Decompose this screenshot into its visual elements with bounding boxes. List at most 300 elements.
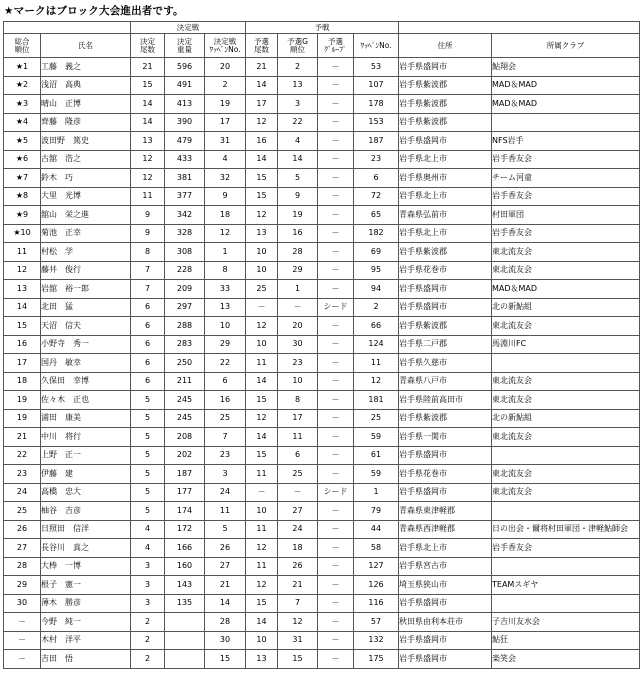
club-cell: 東北流友会 [492,317,640,336]
prelim-group-cell: － [318,409,354,428]
prelim-rank-cell: 23 [278,354,318,373]
address-cell: 岩手県北上市 [399,150,492,169]
final-wappen-cell: 9 [205,187,246,206]
wappen-cell: 66 [354,317,399,336]
prelim-count-cell: 14 [246,76,278,95]
final-count-cell: 5 [131,483,165,502]
prelim-group-cell: － [318,58,354,77]
wappen-cell: 95 [354,261,399,280]
prelim-count-cell: 15 [246,169,278,188]
address-cell: 岩手県盛岡市 [399,298,492,317]
prelim-rank-header: 予選G 順位 [278,34,318,58]
club-cell: MAD＆MAD [492,280,640,299]
final-count-cell: 2 [131,613,165,632]
address-cell: 岩手県盛岡市 [399,594,492,613]
address-cell: 岩手県紫波郡 [399,409,492,428]
final-count-cell: 6 [131,335,165,354]
address-cell: 岩手県盛岡市 [399,446,492,465]
address-cell: 岩手県盛岡市 [399,280,492,299]
prelim-rank-cell: 21 [278,576,318,595]
rank-cell: ★7 [4,169,41,188]
club-cell: 村田軍団 [492,206,640,225]
wappen-cell: 178 [354,95,399,114]
address-cell: 岩手県久慈市 [399,354,492,373]
wappen-cell: 53 [354,58,399,77]
prelim-group-cell: － [318,354,354,373]
prelim-rank-cell: 5 [278,169,318,188]
final-weight-cell: 413 [165,95,205,114]
final-weight-cell: 245 [165,409,205,428]
final-wappen-header: 決定戦 ﾜｯﾍﾟﾝNo. [205,34,246,58]
prelim-group-cell: － [318,113,354,132]
rank-cell: ★10 [4,224,41,243]
club-cell: 東北流友会 [492,428,640,447]
final-count-cell: 21 [131,58,165,77]
table-row [4,391,640,410]
prelim-group-cell: － [318,317,354,336]
prelim-group-cell: － [318,335,354,354]
final-count-cell: 9 [131,206,165,225]
prelim-count-cell: 15 [246,446,278,465]
wappen-cell: 1 [354,483,399,502]
prelim-group-cell: － [318,150,354,169]
prelim-group-cell: － [318,169,354,188]
rank-cell: ★6 [4,150,41,169]
wappen-cell: 126 [354,576,399,595]
name-cell: 高橋 忠大 [41,483,131,502]
table-row [4,335,640,354]
prelim-group-cell: － [318,224,354,243]
prelim-rank-cell: 18 [278,539,318,558]
rank-cell: 12 [4,261,41,280]
prelim-group-cell: シード [318,483,354,502]
name-cell: 柚谷 吉彦 [41,502,131,521]
final-weight-cell: 377 [165,187,205,206]
table-row [4,187,640,206]
table-row [4,243,640,262]
rank-cell: 27 [4,539,41,558]
wappen-cell: 65 [354,206,399,225]
wappen-cell: 79 [354,502,399,521]
final-count-cell: 9 [131,224,165,243]
prelim-count-cell: 14 [246,150,278,169]
prelim-group-cell: － [318,576,354,595]
final-wappen-cell: 3 [205,465,246,484]
prelim-count-cell: 11 [246,465,278,484]
address-cell: 岩手県花巻市 [399,261,492,280]
prelim-rank-cell: 31 [278,631,318,650]
rank-cell: 21 [4,428,41,447]
prelim-count-cell: 21 [246,58,278,77]
prelim-count-cell: 11 [246,520,278,539]
prelim-rank-cell: 10 [278,372,318,391]
name-cell: 久保田 幸博 [41,372,131,391]
address-cell: 岩手県一関市 [399,428,492,447]
wappen-cell: 182 [354,224,399,243]
rank-cell: 18 [4,372,41,391]
prelim-count-cell: 10 [246,502,278,521]
final-weight-cell [165,631,205,650]
club-cell: 東北流友会 [492,372,640,391]
final-weight-cell: 143 [165,576,205,595]
name-cell: 根子 憲一 [41,576,131,595]
name-cell: 浅沼 高典 [41,76,131,95]
final-count-cell: 13 [131,132,165,151]
club-cell: 岩手香友会 [492,224,640,243]
rank-cell: 19 [4,391,41,410]
prelim-count-cell: 14 [246,372,278,391]
rank-cell: 26 [4,520,41,539]
final-wappen-cell: 22 [205,354,246,373]
prelim-count-cell: 10 [246,335,278,354]
prelim-group-cell: － [318,391,354,410]
final-weight-cell: 479 [165,132,205,151]
rank-cell: 22 [4,446,41,465]
table-row [4,280,640,299]
final-weight-cell: 283 [165,335,205,354]
rank-cell: 15 [4,317,41,336]
table-row [4,354,640,373]
prelim-rank-cell: － [278,483,318,502]
final-count-cell: 3 [131,557,165,576]
prelim-count-cell: － [246,483,278,502]
final-count-cell: 7 [131,261,165,280]
table-row [4,409,640,428]
wappen-cell: 94 [354,280,399,299]
prelim-group-cell: － [318,465,354,484]
rank-cell: ★9 [4,206,41,225]
final-group-header: 決定戦 [131,22,246,34]
name-cell: 齊藤 隆彦 [41,113,131,132]
table-row [4,169,640,188]
address-cell: 岩手県紫波郡 [399,243,492,262]
final-weight-cell: 187 [165,465,205,484]
table-row [4,206,640,225]
wappen-cell: 57 [354,613,399,632]
address-cell: 岩手県北上市 [399,224,492,243]
final-weight-cell: 491 [165,76,205,95]
rank-cell: 19 [4,409,41,428]
name-cell: 村松 学 [41,243,131,262]
prelim-group-cell: － [318,76,354,95]
address-cell: 岩手県宮古市 [399,557,492,576]
prelim-count-cell: 15 [246,391,278,410]
wappen-cell: 187 [354,132,399,151]
final-wappen-cell: 7 [205,428,246,447]
table-row [4,557,640,576]
prelim-rank-cell: 28 [278,243,318,262]
table-row [4,576,640,595]
prelim-count-cell: 12 [246,576,278,595]
results-table [3,21,640,669]
prelim-group-cell: － [318,95,354,114]
table-row [4,520,640,539]
wappen-cell: 116 [354,594,399,613]
prelim-rank-cell: 27 [278,502,318,521]
rank-cell: ★5 [4,132,41,151]
final-weight-cell [165,613,205,632]
rank-cell: － [4,613,41,632]
prelim-count-cell: 13 [246,650,278,669]
final-weight-cell: 245 [165,391,205,410]
wappen-header: ﾜｯﾍﾟﾝNo. [354,34,399,58]
prelim-count-cell: 12 [246,206,278,225]
final-weight-cell: 160 [165,557,205,576]
final-wappen-cell: 24 [205,483,246,502]
name-cell: 工藤 義之 [41,58,131,77]
address-cell: 秋田県由利本荘市 [399,613,492,632]
final-weight-cell: 211 [165,372,205,391]
rank-cell: － [4,650,41,669]
prelim-group-cell: － [318,613,354,632]
prelim-count-cell: 12 [246,409,278,428]
name-cell: 波田野 篤史 [41,132,131,151]
club-cell [492,594,640,613]
final-count-cell: 6 [131,372,165,391]
club-cell: 東北流友会 [492,261,640,280]
prelim-rank-cell: 3 [278,95,318,114]
club-cell: 北の新鮎組 [492,409,640,428]
name-cell: 小野寺 秀一 [41,335,131,354]
address-cell: 岩手県北上市 [399,539,492,558]
wappen-cell: 69 [354,243,399,262]
final-count-cell: 3 [131,576,165,595]
club-cell [492,446,640,465]
club-cell: 子吉川友水会 [492,613,640,632]
table-row [4,372,640,391]
name-cell: 菊池 正幸 [41,224,131,243]
table-row [4,613,640,632]
prelim-rank-cell: 20 [278,317,318,336]
prelim-count-cell: 15 [246,187,278,206]
final-count-cell: 14 [131,95,165,114]
rank-cell: 23 [4,465,41,484]
club-cell: 北の新鮎組 [492,298,640,317]
final-count-cell: 6 [131,298,165,317]
final-count-cell: 14 [131,113,165,132]
name-cell: 国丹 敏幸 [41,354,131,373]
name-cell: 天沼 信夫 [41,317,131,336]
final-count-cell: 6 [131,317,165,336]
final-count-cell: 6 [131,354,165,373]
prelim-count-cell: 12 [246,113,278,132]
club-cell: 鮎狂 [492,631,640,650]
prelim-count-cell: 25 [246,280,278,299]
club-cell: MAD＆MAD [492,95,640,114]
final-weight-cell: 202 [165,446,205,465]
prelim-rank-cell: 12 [278,613,318,632]
address-cell: 青森県弘前市 [399,206,492,225]
wappen-cell: 6 [354,169,399,188]
name-cell: 吉田 悟 [41,650,131,669]
club-cell: 岩手香友会 [492,150,640,169]
address-cell: 青森県八戸市 [399,372,492,391]
rank-cell: 16 [4,335,41,354]
final-wappen-cell: 4 [205,150,246,169]
table-row [4,594,640,613]
final-count-cell: 5 [131,391,165,410]
name-cell: 木村 洋平 [41,631,131,650]
final-count-cell: 2 [131,631,165,650]
address-cell: 岩手県紫波郡 [399,76,492,95]
name-cell: 藤井 俊行 [41,261,131,280]
final-weight-cell: 135 [165,594,205,613]
group-header-row [4,22,640,34]
name-cell: 北田 猛 [41,298,131,317]
final-weight-cell: 342 [165,206,205,225]
club-cell: 楽笑会 [492,650,640,669]
address-cell: 岩手県盛岡市 [399,631,492,650]
final-weight-cell: 297 [165,298,205,317]
prelim-count-cell: 12 [246,539,278,558]
final-wappen-cell: 33 [205,280,246,299]
table-row [4,483,640,502]
prelim-count-header: 予選 尾数 [246,34,278,58]
prelim-rank-cell: 25 [278,465,318,484]
name-cell: 中川 将行 [41,428,131,447]
name-cell: 鈴木 巧 [41,169,131,188]
final-wappen-cell: 20 [205,58,246,77]
club-cell: 岩手香友会 [492,539,640,558]
table-row [4,317,640,336]
final-wappen-cell: 14 [205,594,246,613]
prelim-group-cell: － [318,372,354,391]
prelim-rank-cell: 14 [278,150,318,169]
final-wappen-cell: 10 [205,317,246,336]
prelim-group-cell: － [318,187,354,206]
address-cell: 岩手県二戸郡 [399,335,492,354]
prelim-rank-cell: 16 [278,224,318,243]
club-cell: 鮎翔会 [492,58,640,77]
wappen-cell: 11 [354,354,399,373]
rank-cell: ★4 [4,113,41,132]
prelim-count-cell: 10 [246,631,278,650]
final-wappen-cell: 16 [205,391,246,410]
wappen-cell: 175 [354,650,399,669]
rank-cell: 29 [4,576,41,595]
address-cell: 岩手県花巻市 [399,465,492,484]
final-wappen-cell: 32 [205,169,246,188]
final-weight-cell: 596 [165,58,205,77]
final-count-cell: 5 [131,446,165,465]
final-wappen-cell: 30 [205,631,246,650]
table-row [4,465,640,484]
address-cell: 岩手県奥州市 [399,169,492,188]
prelim-rank-cell: 19 [278,206,318,225]
final-weight-cell: 228 [165,261,205,280]
address-cell: 岩手県紫波郡 [399,113,492,132]
wappen-cell: 23 [354,150,399,169]
prelim-group-cell: シード [318,298,354,317]
address-cell: 岩手県盛岡市 [399,132,492,151]
prelim-count-cell: － [246,298,278,317]
address-cell: 岩手県紫波郡 [399,317,492,336]
rank-cell: ★1 [4,58,41,77]
prelim-count-cell: 14 [246,428,278,447]
rank-cell: ★2 [4,76,41,95]
name-cell: 大里 光博 [41,187,131,206]
prelim-rank-cell: 15 [278,650,318,669]
wappen-cell: 12 [354,372,399,391]
final-count-cell: 5 [131,409,165,428]
table-row [4,502,640,521]
wappen-cell: 58 [354,539,399,558]
final-weight-cell: 177 [165,483,205,502]
prelim-group-cell: － [318,650,354,669]
prelim-rank-cell: 29 [278,261,318,280]
prelim-group-cell: － [318,520,354,539]
table-row [4,95,640,114]
final-weight-cell: 208 [165,428,205,447]
prelim-group-cell: － [318,594,354,613]
prelim-group-cell: － [318,539,354,558]
wappen-cell: 107 [354,76,399,95]
wappen-cell: 59 [354,428,399,447]
final-wappen-cell: 28 [205,613,246,632]
final-count-cell: 7 [131,280,165,299]
prelim-group-cell: － [318,428,354,447]
rank-cell: ★3 [4,95,41,114]
club-cell: 東北流友会 [492,465,640,484]
prelim-rank-cell: 30 [278,335,318,354]
wappen-cell: 127 [354,557,399,576]
prelim-rank-cell: 24 [278,520,318,539]
final-wappen-cell: 27 [205,557,246,576]
wappen-cell: 153 [354,113,399,132]
prelim-rank-cell: 9 [278,187,318,206]
final-count-cell: 4 [131,520,165,539]
prelim-group-cell: － [318,280,354,299]
final-wappen-cell: 31 [205,132,246,151]
prelim-rank-cell: 1 [278,280,318,299]
club-cell: NFS岩手 [492,132,640,151]
final-count-cell: 5 [131,465,165,484]
final-count-header: 決定 尾数 [131,34,165,58]
final-wappen-cell: 2 [205,76,246,95]
rank-cell: 25 [4,502,41,521]
club-cell [492,502,640,521]
club-cell: TEAMスギヤ [492,576,640,595]
prelim-group-cell: － [318,631,354,650]
final-weight-cell: 250 [165,354,205,373]
prelim-count-cell: 15 [246,594,278,613]
name-cell: 大棒 一博 [41,557,131,576]
prelim-rank-cell: 6 [278,446,318,465]
address-cell: 岩手県盛岡市 [399,483,492,502]
name-cell: 今野 純一 [41,613,131,632]
club-cell: 日の出会・爾将村田軍団・津軽鮎師会 [492,520,640,539]
final-count-cell: 11 [131,187,165,206]
address-cell: 青森県西津軽郡 [399,520,492,539]
prelim-group-header: 予選 ｸﾞﾙｰﾌﾟ [318,34,354,58]
final-weight-cell: 381 [165,169,205,188]
wappen-cell: 181 [354,391,399,410]
table-row [4,132,640,151]
prelim-group-header: 予戦 [246,22,399,34]
prelim-rank-cell: 26 [278,557,318,576]
rank-cell: 11 [4,243,41,262]
table-row [4,650,640,669]
prelim-count-cell: 10 [246,261,278,280]
wappen-cell: 61 [354,446,399,465]
wappen-cell: 132 [354,631,399,650]
prelim-count-cell: 16 [246,132,278,151]
name-cell: 佐々木 正也 [41,391,131,410]
prelim-group-cell: － [318,243,354,262]
name-cell: 岩舘 裕一郎 [41,280,131,299]
address-cell: 岩手県盛岡市 [399,650,492,669]
wappen-cell: 59 [354,465,399,484]
